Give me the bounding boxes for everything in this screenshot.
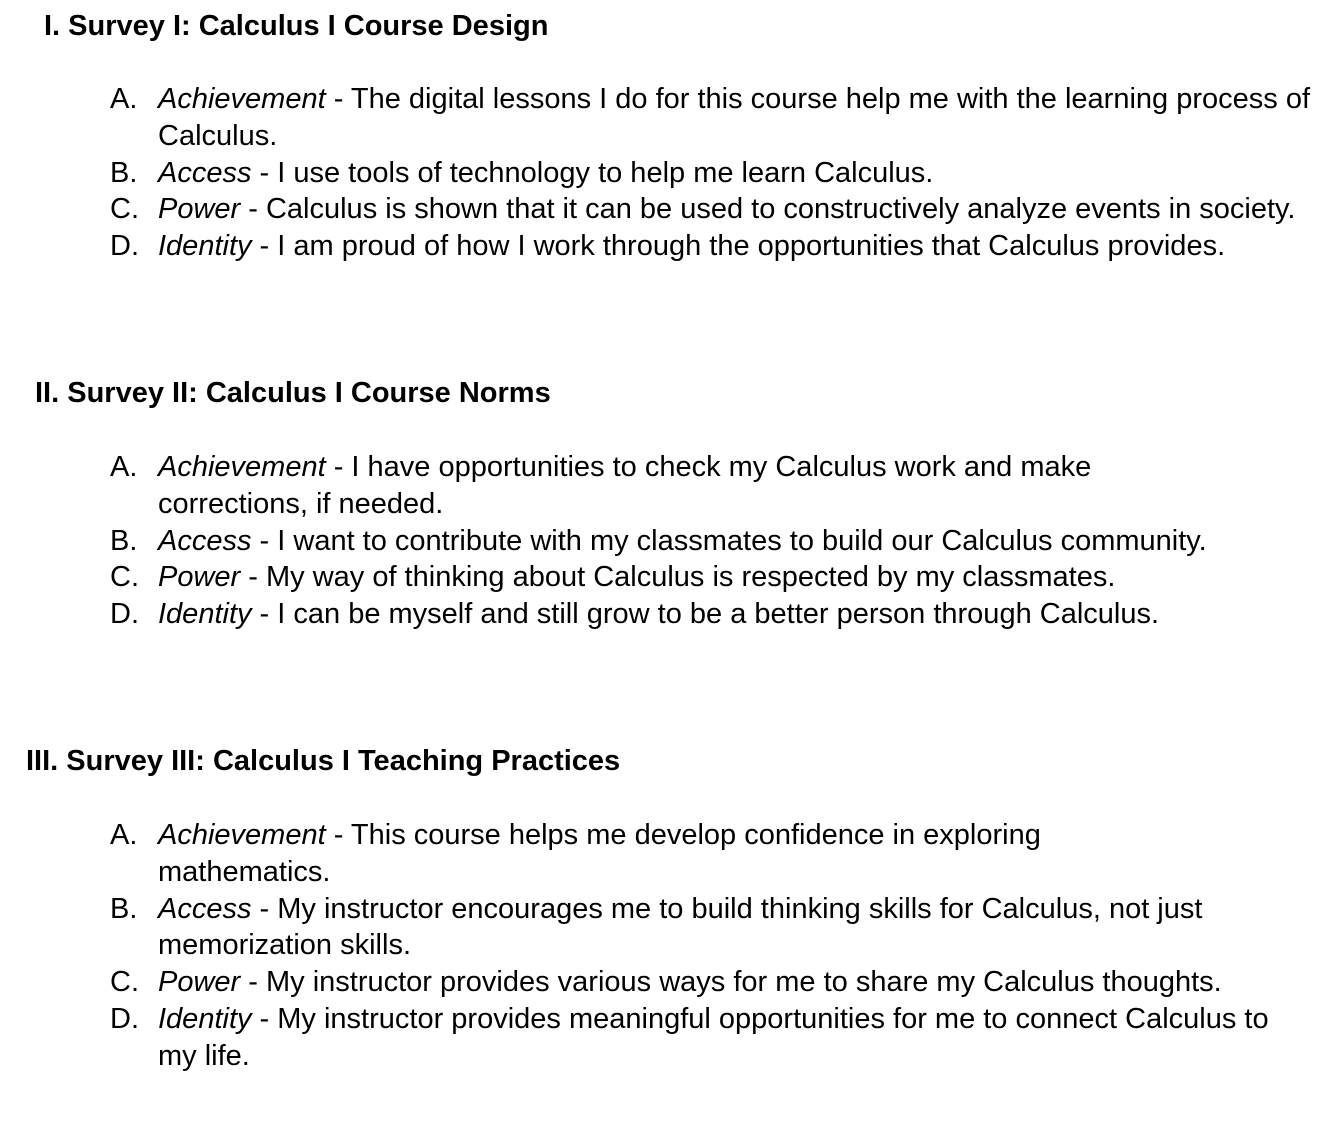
item-text: [158, 81, 1318, 155]
list-item: [110, 817, 1198, 891]
item-category: Access: [158, 892, 252, 925]
item-letter: D.: [110, 1002, 139, 1035]
item-category: Achievement: [158, 819, 326, 851]
section-heading: III. Survey III: Calculus I Teaching Practices: [26, 745, 621, 777]
item-description: - This course helps me develop confidence in exploring mathematics.: [158, 819, 1041, 888]
list-item: [110, 228, 1258, 265]
list-item: [110, 155, 1310, 192]
item-text: [158, 1001, 1278, 1075]
item-category: Power: [158, 966, 241, 999]
survey-item-list: [110, 81, 1310, 265]
item-letter: A.: [110, 83, 138, 115]
item-letter: D.: [110, 230, 139, 263]
item-description: - Calculus is shown that it can be used to constructively analyze events in society.: [240, 193, 1296, 226]
item-text: [158, 559, 1310, 596]
item-category: Identity: [158, 1002, 252, 1035]
item-text: [158, 191, 1310, 228]
survey-item-list: [110, 817, 1310, 1075]
item-category: Identity: [158, 230, 252, 263]
item-letter: B.: [110, 892, 138, 925]
list-item: [110, 891, 1318, 965]
item-letter: B.: [110, 156, 138, 189]
item-letter: C.: [110, 966, 139, 999]
item-letter: D.: [110, 598, 139, 631]
item-description: - I use tools of technology to help me learn Calculus.: [251, 156, 934, 189]
item-description: - The digital lessons I do for this course help me with the learning process of Calculus.: [158, 83, 1311, 152]
list-item: [110, 1001, 1278, 1075]
item-description: - My instructor encourages me to build thinking skills for Calculus, not just memorization skills.: [158, 892, 1203, 962]
item-letter: A.: [110, 819, 138, 851]
item-description: - My way of thinking about Calculus is respected by my classmates.: [240, 561, 1116, 594]
item-text: [158, 449, 1248, 523]
survey-item-list: [110, 449, 1310, 633]
item-description: - I can be myself and still grow to be a better person through Calculus.: [251, 598, 1160, 631]
list-item: [110, 596, 1310, 633]
item-description: - My instructor provides meaningful opportunities for me to connect Calculus to my life.: [158, 1002, 1269, 1072]
section-heading: I. Survey I: Calculus I Course Design: [44, 10, 549, 42]
item-letter: C.: [110, 561, 139, 594]
item-category: Access: [158, 524, 252, 557]
section-heading: II. Survey II: Calculus I Course Norms: [35, 377, 551, 409]
item-text: [158, 596, 1310, 633]
item-category: Power: [158, 193, 241, 226]
list-item: [110, 964, 1248, 1001]
item-category: Achievement: [158, 83, 326, 115]
item-description: - I have opportunities to check my Calculus work and make corrections, if needed.: [158, 451, 1092, 520]
item-letter: B.: [110, 524, 138, 557]
list-item: [110, 559, 1310, 596]
list-item: [110, 523, 1208, 560]
item-text: [158, 817, 1198, 891]
item-description: - I am proud of how I work through the opportunities that Calculus provides.: [251, 230, 1226, 263]
item-letter: A.: [110, 451, 138, 483]
list-item: [110, 191, 1310, 228]
item-text: [158, 964, 1248, 1001]
item-description: - I want to contribute with my classmates to build our Calculus community.: [251, 524, 1207, 557]
item-text: [158, 155, 1310, 192]
item-category: Access: [158, 156, 252, 189]
item-category: Identity: [158, 598, 252, 631]
item-category: Power: [158, 561, 241, 594]
item-text: [158, 228, 1258, 265]
item-category: Achievement: [158, 451, 326, 483]
item-letter: C.: [110, 193, 139, 226]
item-text: [158, 891, 1318, 965]
item-description: - My instructor provides various ways for me to share my Calculus thoughts.: [240, 966, 1222, 999]
item-text: [158, 523, 1208, 560]
list-item: [110, 449, 1248, 523]
list-item: [110, 81, 1318, 155]
